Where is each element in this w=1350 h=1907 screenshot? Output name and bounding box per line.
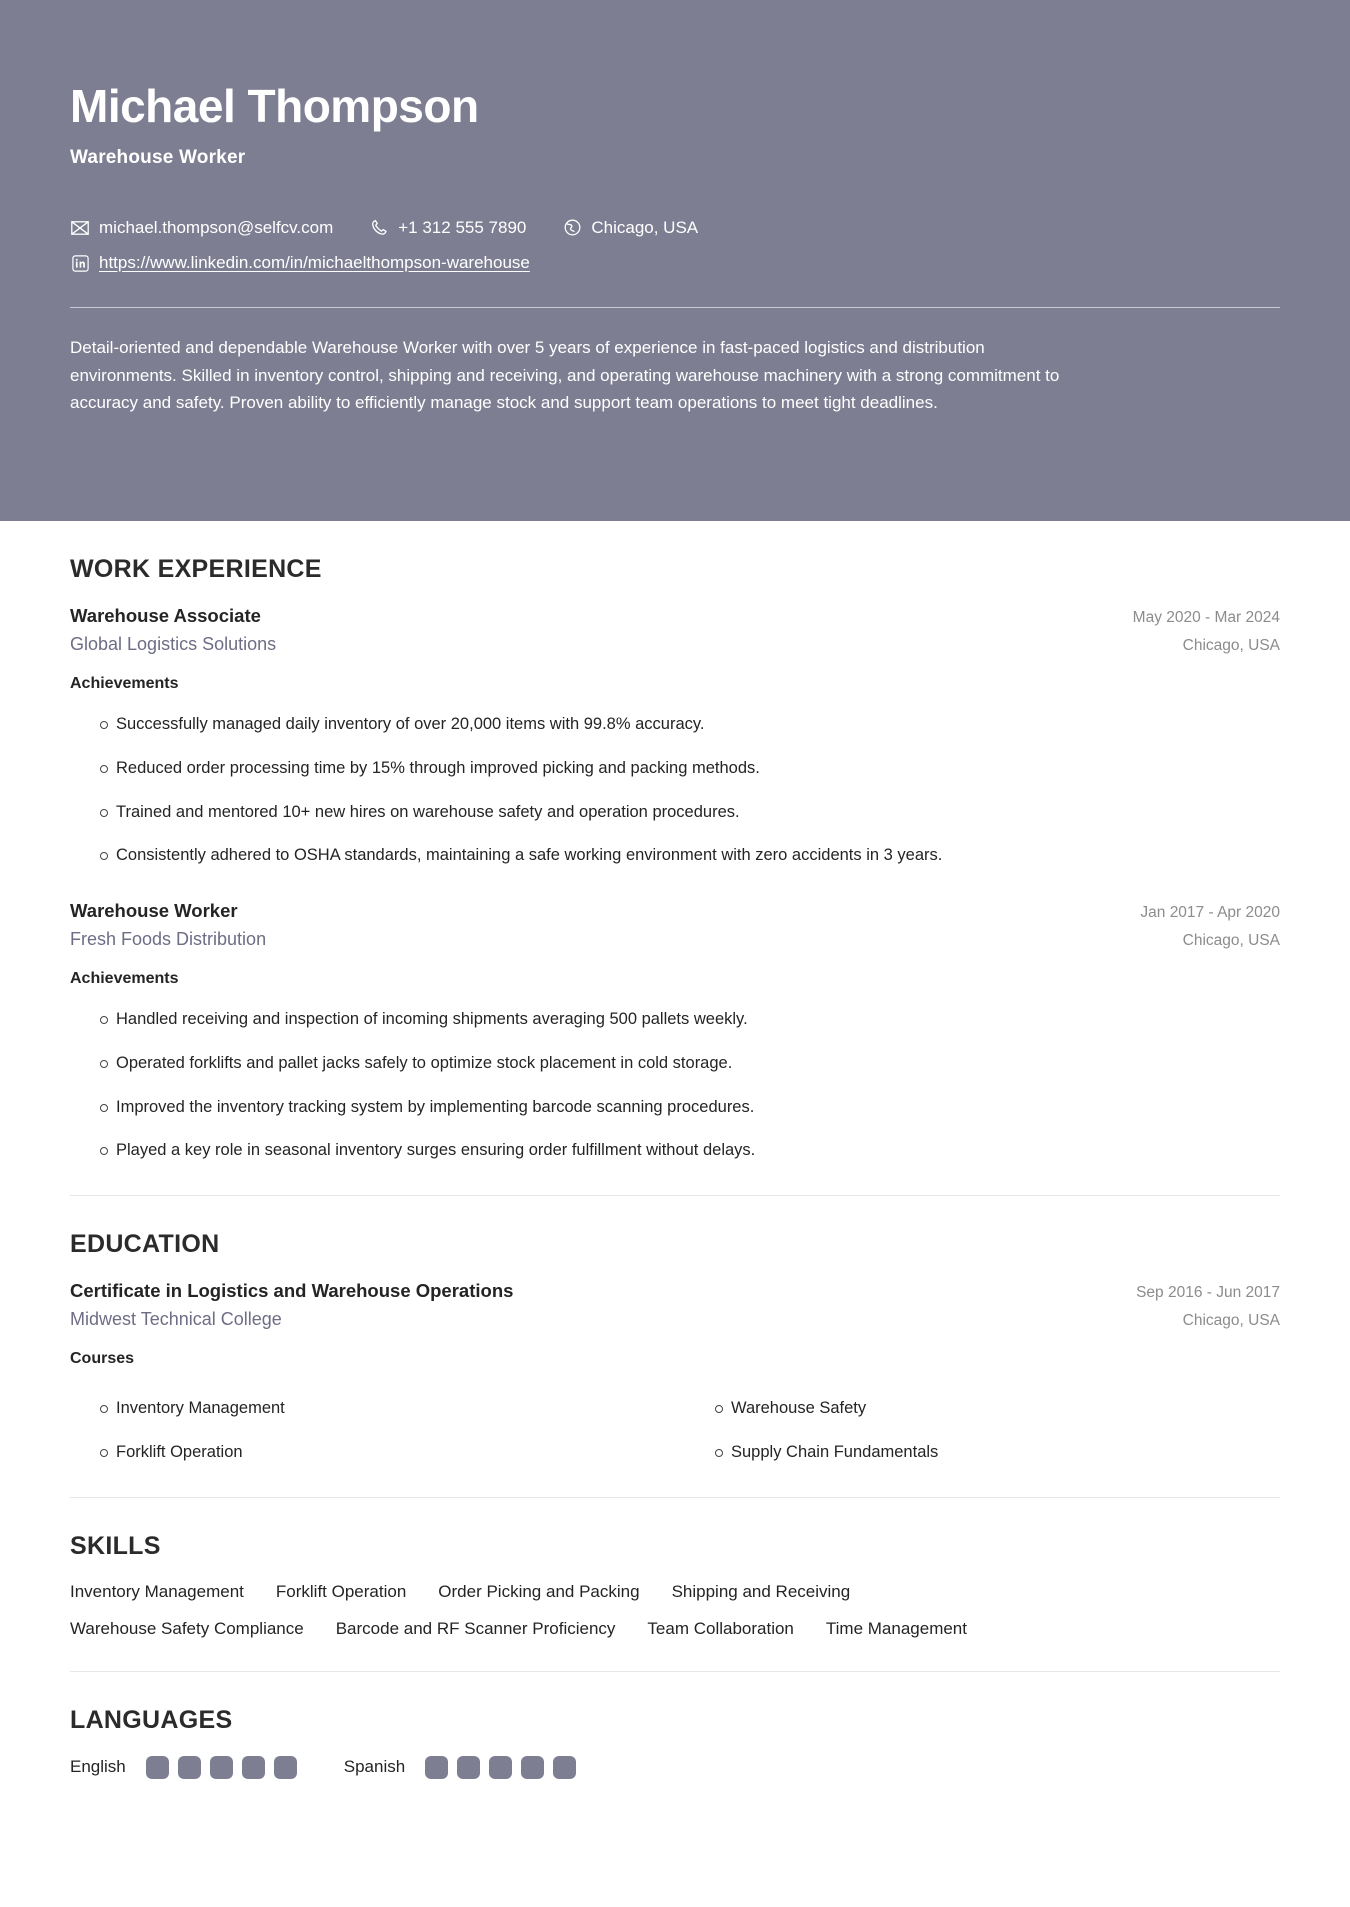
list-item: Handled receiving and inspection of incoming shipments averaging 500 pallets weekly. <box>70 1007 1280 1032</box>
contact-phone[interactable] <box>369 217 526 239</box>
section-title-skills: SKILLS <box>70 1531 161 1560</box>
education-entry-location: Chicago, USA <box>1182 1312 1280 1329</box>
skill-item: Barcode and RF Scanner Proficiency <box>335 1618 616 1638</box>
phone-icon <box>369 218 389 238</box>
list-item: Consistently adhered to OSHA standards, maintaining a safe working environment with zero accidents in 3 years. <box>70 843 1280 868</box>
globe-icon <box>562 218 582 238</box>
skill-item: Inventory Management <box>70 1581 244 1601</box>
language-level-dot <box>425 1756 448 1779</box>
work-entry-header <box>70 900 1280 922</box>
skill-item: Warehouse Safety Compliance <box>70 1618 304 1638</box>
list-item: Operated forklifts and pallet jacks safely to optimize stock placement in cold storage. <box>70 1051 1280 1076</box>
work-entry-location: Chicago, USA <box>1182 637 1280 654</box>
work-entry-title: Warehouse Worker <box>70 900 238 921</box>
work-entry-date: Jan 2017 - Apr 2020 <box>1140 904 1280 921</box>
education-entry-title: Certificate in Logistics and Warehouse Operations <box>70 1280 514 1301</box>
work-entry-header <box>70 605 1280 627</box>
work-entry-subheader <box>70 929 1280 950</box>
language-level-dot <box>210 1756 233 1779</box>
work-entry-company: Global Logistics Solutions <box>70 634 277 654</box>
section-work-experience <box>70 521 1280 1196</box>
linkedin-icon <box>70 253 90 273</box>
email-icon <box>70 218 90 238</box>
work-entry-location: Chicago, USA <box>1182 932 1280 949</box>
list-item: Supply Chain Fundamentals <box>685 1440 1280 1465</box>
language-item <box>344 1756 585 1779</box>
education-entry <box>70 1280 1280 1465</box>
education-courses-label: Courses <box>70 1350 135 1367</box>
section-title-languages: LANGUAGES <box>70 1705 233 1734</box>
section-title-education: EDUCATION <box>70 1230 220 1258</box>
language-level-meter <box>146 1756 306 1779</box>
work-entry-company: Fresh Foods Distribution <box>70 929 267 949</box>
skills-row <box>70 1582 1280 1602</box>
languages-list <box>70 1756 1280 1779</box>
contact-linkedin-text[interactable]: https://www.linkedin.com/in/michaelthompson-warehouse <box>99 252 530 272</box>
list-item: Inventory Management <box>70 1396 665 1421</box>
list-item: Successfully managed daily inventory of over 20,000 items with 99.8% accuracy. <box>70 712 1280 737</box>
contact-phone-text: +1 312 555 7890 <box>398 217 527 237</box>
contact-email-text: michael.thompson@selfcv.com <box>99 217 334 237</box>
language-item <box>70 1756 306 1779</box>
work-entry-achievements-list <box>70 1007 1280 1163</box>
work-entry-subheader <box>70 634 1280 655</box>
skill-item: Order Picking and Packing <box>438 1581 640 1601</box>
education-entry-subheader <box>70 1309 1280 1330</box>
professional-summary: Detail-oriented and dependable Warehouse Worker with over 5 years of experience in fast-paced logistics and distribution environments. Skilled in inventory control, shipping and receiving, and operating warehouse machinery with a strong commitment to accuracy and safety. Proven ability to efficiently manage stock and support team operations to meet tight deadlines. <box>70 338 1060 413</box>
skill-item: Forklift Operation <box>275 1581 407 1601</box>
list-item: Trained and mentored 10+ new hires on warehouse safety and operation procedures. <box>70 800 1280 825</box>
work-entry-date: May 2020 - Mar 2024 <box>1132 609 1280 626</box>
skill-item: Shipping and Receiving <box>671 1581 851 1601</box>
contact-row-primary <box>70 217 1280 239</box>
language-name: Spanish <box>343 1757 406 1776</box>
contact-location-text: Chicago, USA <box>591 217 699 237</box>
header-divider <box>70 307 1280 308</box>
language-level-dot <box>274 1756 297 1779</box>
work-entry-title: Warehouse Associate <box>70 605 261 626</box>
language-level-dot <box>553 1756 576 1779</box>
work-entry <box>70 900 1280 1163</box>
language-level-dot <box>521 1756 544 1779</box>
contact-row-link <box>70 252 1280 274</box>
language-level-dot <box>489 1756 512 1779</box>
language-level-meter <box>425 1756 585 1779</box>
contact-linkedin[interactable] <box>70 252 530 274</box>
contact-location[interactable] <box>562 217 698 239</box>
language-level-dot <box>457 1756 480 1779</box>
education-entry-header <box>70 1280 1280 1302</box>
list-item: Improved the inventory tracking system by implementing barcode scanning procedures. <box>70 1095 1280 1120</box>
work-entry-achievements-label: Achievements <box>70 675 179 692</box>
language-level-dot <box>178 1756 201 1779</box>
resume-header <box>0 0 1350 521</box>
list-item: Warehouse Safety <box>685 1396 1280 1421</box>
skill-item: Team Collaboration <box>647 1618 794 1638</box>
work-entry-achievements-list <box>70 712 1280 868</box>
skill-item: Time Management <box>825 1618 967 1638</box>
work-entry-achievements-label: Achievements <box>70 970 179 987</box>
resume-body <box>0 521 1350 1779</box>
page-title: Michael Thompson <box>70 80 479 132</box>
skills-row <box>70 1619 1280 1639</box>
section-title-work-experience: WORK EXPERIENCE <box>70 555 322 583</box>
list-item: Reduced order processing time by 15% through improved picking and packing methods. <box>70 756 1280 781</box>
education-entry-date: Sep 2016 - Jun 2017 <box>1136 1284 1280 1301</box>
section-languages <box>70 1672 1280 1779</box>
education-entry-school: Midwest Technical College <box>70 1309 282 1329</box>
section-education <box>70 1196 1280 1498</box>
contact-info <box>70 217 1280 274</box>
work-entry <box>70 605 1280 868</box>
list-item: Played a key role in seasonal inventory surges ensuring order fulfillment without delays. <box>70 1138 1280 1163</box>
skills-list <box>70 1582 1280 1639</box>
language-name: English <box>70 1757 126 1776</box>
section-skills <box>70 1498 1280 1672</box>
language-level-dot <box>242 1756 265 1779</box>
job-title: Warehouse Worker <box>70 146 246 168</box>
education-courses-list <box>70 1377 1280 1465</box>
list-item: Forklift Operation <box>70 1440 665 1465</box>
contact-email[interactable] <box>70 217 333 239</box>
language-level-dot <box>146 1756 169 1779</box>
